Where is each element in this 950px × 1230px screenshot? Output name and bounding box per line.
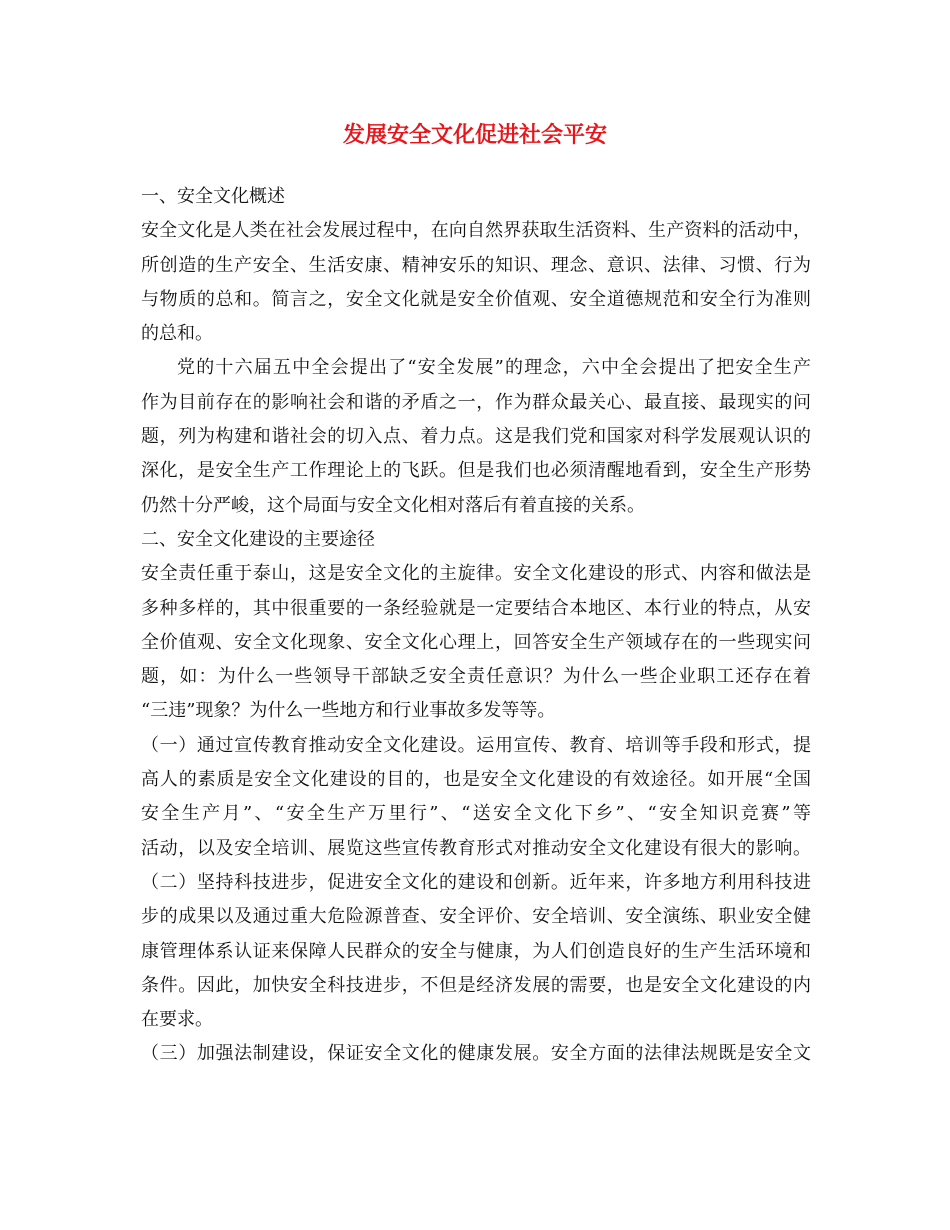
text-line: 仍然十分严峻，这个局面与安全文化相对落后有着直接的关系。 <box>141 494 645 516</box>
text-line: 二、安全文化建设的主要途径 <box>141 528 375 550</box>
text-line: 条件。因此，加快安全科技进步，不但是经济发展的需要，也是安全文化建设的内 <box>141 974 811 996</box>
document-body <box>141 180 811 1072</box>
text-line: 活动，以及安全培训、展览这些宣传教育形式对推动安全文化建设有很大的影响。 <box>141 837 811 859</box>
text-line: 步的成果以及通过重大危险源普查、安全评价、安全培训、安全演练、职业安全健 <box>141 906 811 928</box>
text-line: 安全文化是人类在社会发展过程中，在向自然界获取生活资料、生产资料的活动中， <box>141 220 811 242</box>
text-line: 所创造的生产安全、生活安康、精神安乐的知识、理念、意识、法律、习惯、行为 <box>141 254 811 276</box>
text-line: 在要求。 <box>141 1009 213 1031</box>
text-line: 的总和。 <box>141 323 213 345</box>
text-line: 题，如：为什么一些领导干部缺乏安全责任意识？为什么一些企业职工还存在着 <box>141 666 811 688</box>
text-line: 安全生产月”、“安全生产万里行”、“送安全文化下乡”、“安全知识竞赛”等 <box>141 803 811 825</box>
text-line: 党的十六届五中全会提出了“安全发展”的理念，六中全会提出了把安全生产 <box>177 357 811 379</box>
text-line: 一、安全文化概述 <box>141 186 285 207</box>
text-line: 深化，是安全生产工作理论上的飞跃。但是我们也必须清醒地看到，安全生产形势 <box>141 460 811 482</box>
text-line: （三）加强法制建设，保证安全文化的健康发展。安全方面的法律法规既是安全文 <box>141 1043 811 1065</box>
text-line: 全价值观、安全文化现象、安全文化心理上，回答安全生产领域存在的一些现实问 <box>141 631 811 653</box>
text-line: 作为目前存在的影响社会和谐的矛盾之一，作为群众最关心、最直接、最现实的问 <box>141 391 811 413</box>
document-title: 发展安全文化促进社会平安 <box>342 122 607 148</box>
text-line: 与物质的总和。简言之，安全文化就是安全价值观、安全道德规范和安全行为准则 <box>141 288 811 310</box>
text-line: 安全责任重于泰山，这是安全文化的主旋律。安全文化建设的形式、内容和做法是 <box>141 563 811 585</box>
text-line: （二）坚持科技进步，促进安全文化的建设和创新。近年来，许多地方利用科技进 <box>141 871 811 893</box>
text-line: 康管理体系认证来保障人民群众的安全与健康，为人们创造良好的生产生活环境和 <box>141 940 811 962</box>
text-line: 多种多样的，其中很重要的一条经验就是一定要结合本地区、本行业的特点，从安 <box>141 597 811 619</box>
text-line: （一）通过宣传教育推动安全文化建设。运用宣传、教育、培训等手段和形式，提 <box>141 734 811 756</box>
text-line: “三违”现象？为什么一些地方和行业事故多发等等。 <box>141 700 556 722</box>
text-line: 题，列为构建和谐社会的切入点、着力点。这是我们党和国家对科学发展观认识的 <box>141 426 811 448</box>
text-line: 高人的素质是安全文化建设的目的，也是安全文化建设的有效途径。如开展“全国 <box>141 769 811 791</box>
